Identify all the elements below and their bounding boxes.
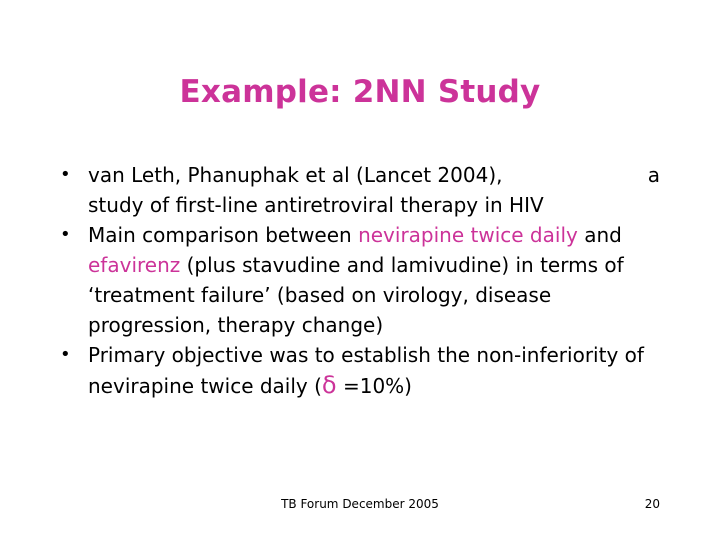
- bullet-text: Main comparison between: [88, 223, 359, 247]
- bullet-item: [60, 160, 660, 220]
- bullet-item: [60, 340, 660, 401]
- bullet-icon: •: [60, 344, 71, 365]
- highlight-text: nevirapine twice daily: [358, 223, 578, 247]
- bullet-text: and: [577, 223, 622, 247]
- bullet-text: a: [647, 163, 660, 187]
- highlight-text: efavirenz: [88, 253, 181, 277]
- bullet-icon: •: [60, 164, 71, 185]
- bullet-line: [88, 160, 660, 190]
- footer: TB Forum December 2005: [281, 497, 439, 511]
- bullet-icon: •: [60, 224, 71, 245]
- bullet-list: [60, 160, 660, 401]
- bullet-text: =10%): [336, 374, 412, 398]
- bullet-text: (plus stavudine and lamivudine) in terms of ‘treatment failure’ (based on virology, disease progression, therapy change): [88, 253, 624, 337]
- bullet-text: study of first-line antiretroviral therapy in HIV: [88, 193, 544, 217]
- delta-symbol: δ: [321, 371, 337, 399]
- slide-title: Example: 2NN Study: [179, 74, 541, 110]
- bullet-item: [60, 220, 660, 340]
- bullet-text: Primary objective was to establish the non-inferiority of nevirapine twice daily (: [88, 343, 644, 398]
- page-number: 20: [644, 497, 660, 511]
- bullet-text: van Leth, Phanuphak et al (Lancet 2004),: [88, 163, 503, 187]
